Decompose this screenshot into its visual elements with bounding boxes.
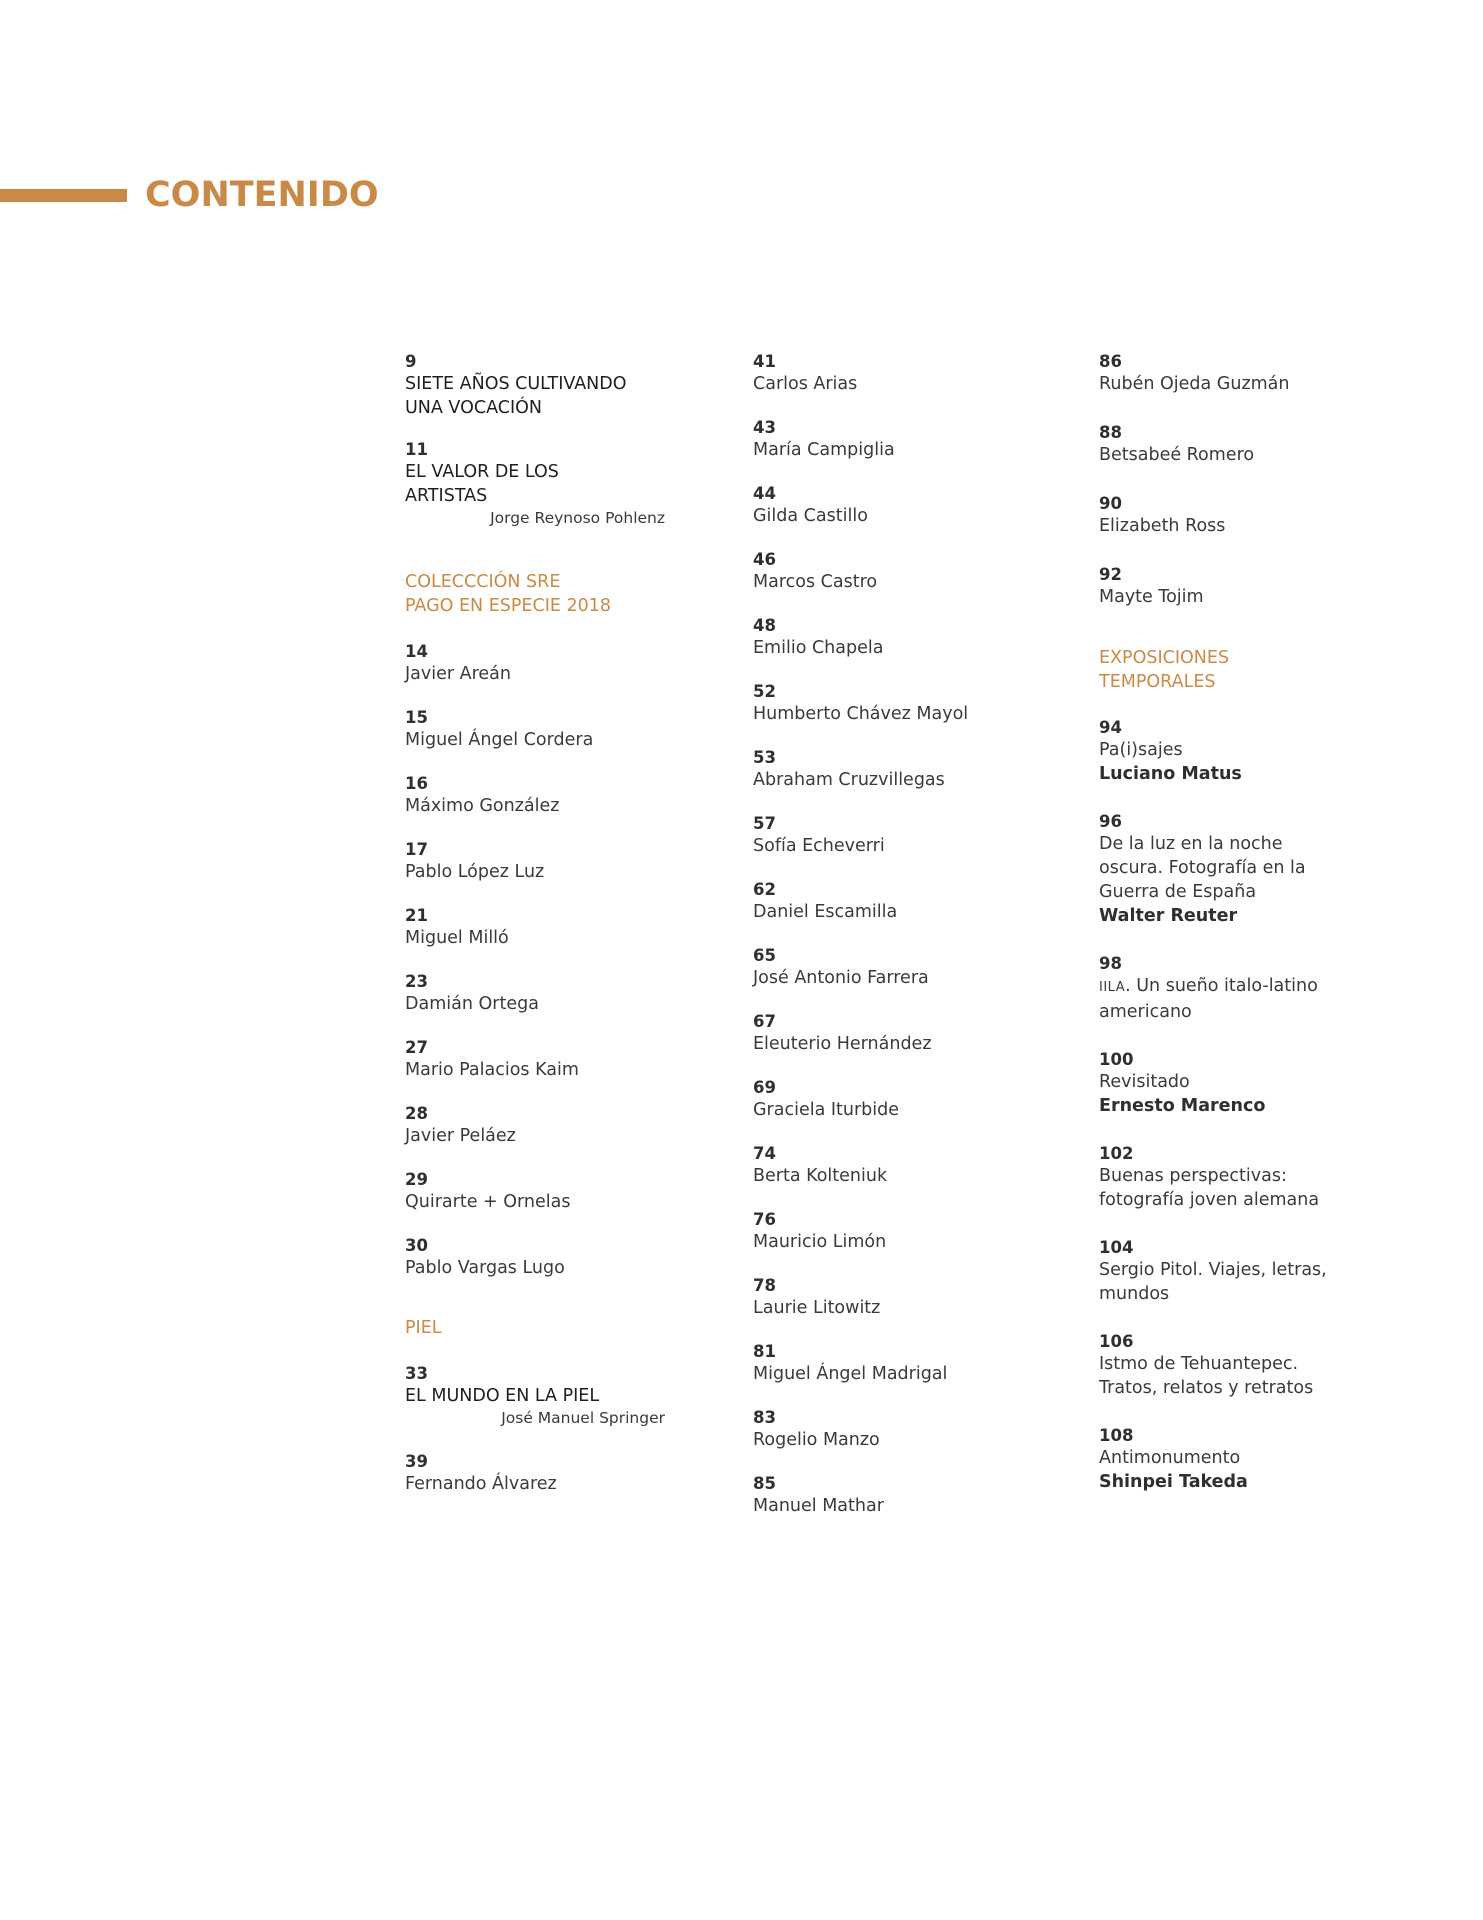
toc-entry[interactable]	[753, 550, 1053, 594]
toc-entry[interactable]	[753, 814, 1053, 858]
page-number: 23	[405, 972, 428, 991]
toc-entry[interactable]	[753, 418, 1053, 462]
toc-column-2	[753, 352, 1053, 1518]
page-number: 102	[1099, 1144, 1134, 1163]
page-number: 30	[405, 1236, 428, 1255]
toc-entry[interactable]	[753, 616, 1053, 660]
toc-entry[interactable]	[405, 1170, 705, 1214]
page-number: 86	[1099, 352, 1122, 371]
toc-entry[interactable]	[753, 1276, 1053, 1320]
page-number: 81	[753, 1342, 776, 1361]
entry-author: Walter Reuter	[1099, 906, 1238, 926]
toc-entry[interactable]	[1099, 494, 1349, 538]
page-number: 76	[753, 1210, 776, 1229]
artist-name: María Campiglia	[753, 440, 895, 460]
entry-author: Jorge Reynoso Pohlenz	[490, 509, 665, 527]
toc-entry[interactable]	[1099, 1050, 1349, 1118]
toc-entry[interactable]	[753, 946, 1053, 990]
artist-name: Laurie Litowitz	[753, 1298, 881, 1318]
artist-name: Berta Kolteniuk	[753, 1166, 888, 1186]
toc-entry[interactable]	[753, 682, 1053, 726]
toc-entry[interactable]	[405, 708, 705, 752]
page-number: 98	[1099, 954, 1122, 973]
entry-title: EL MUNDO EN LA PIEL	[405, 1386, 600, 1406]
toc-entry[interactable]	[405, 440, 705, 528]
toc-entry[interactable]	[1099, 954, 1349, 1024]
page-number: 83	[753, 1408, 776, 1427]
artist-name: Manuel Mathar	[753, 1496, 884, 1516]
artist-name: Miguel Ángel Madrigal	[753, 1364, 948, 1384]
page-number: 9	[405, 352, 417, 371]
page-number: 106	[1099, 1332, 1134, 1351]
page-number: 39	[405, 1452, 428, 1471]
toc-entry[interactable]	[1099, 423, 1349, 467]
entry-author: Ernesto Marenco	[1099, 1096, 1266, 1116]
entry-title: Buenas perspectivas: fotografía joven alemana	[1099, 1166, 1320, 1210]
page-number: 69	[753, 1078, 776, 1097]
artist-name: Rubén Ojeda Guzmán	[1099, 374, 1290, 394]
toc-entry[interactable]	[753, 352, 1053, 396]
page-number: 46	[753, 550, 776, 569]
artist-name: Elizabeth Ross	[1099, 516, 1226, 536]
toc-entry[interactable]	[405, 840, 705, 884]
artist-name: Quirarte + Ornelas	[405, 1192, 571, 1212]
toc-entry[interactable]	[405, 1104, 705, 1148]
entry-author: Shinpei Takeda	[1099, 1472, 1248, 1492]
page-number: 85	[753, 1474, 776, 1493]
section-heading-coleccion: COLECCCIÓN SRE PAGO EN ESPECIE 2018	[405, 572, 612, 616]
page-number: 57	[753, 814, 776, 833]
toc-entry[interactable]	[753, 880, 1053, 924]
artist-name: Miguel Milló	[405, 928, 509, 948]
abbreviation: IILA	[1099, 980, 1126, 995]
artist-name: Daniel Escamilla	[753, 902, 898, 922]
toc-entry[interactable]	[1099, 565, 1349, 609]
artist-name: Javier Peláez	[405, 1126, 516, 1146]
toc-entry[interactable]	[753, 1012, 1053, 1056]
toc-entry[interactable]	[1099, 1238, 1349, 1306]
toc-entry[interactable]	[753, 1474, 1053, 1518]
entry-title-rest: . Un sueño italo-latino americano	[1099, 976, 1318, 1022]
page-number: 100	[1099, 1050, 1134, 1069]
page-number: 78	[753, 1276, 776, 1295]
toc-entry[interactable]	[753, 484, 1053, 528]
toc-entry[interactable]	[753, 1342, 1053, 1386]
artist-name: Fernando Álvarez	[405, 1474, 557, 1494]
toc-entry[interactable]	[405, 352, 705, 420]
entry-title: SIETE AÑOS CULTIVANDO UNA VOCACIÓN	[405, 374, 627, 418]
page-number: 27	[405, 1038, 428, 1057]
toc-column-3	[1099, 352, 1349, 1494]
entry-author: José Manuel Springer	[501, 1409, 665, 1427]
page-number: 16	[405, 774, 428, 793]
page-number: 33	[405, 1364, 428, 1383]
artist-name: Mauricio Limón	[753, 1232, 887, 1252]
page-number: 21	[405, 906, 428, 925]
toc-entry[interactable]	[753, 1210, 1053, 1254]
page-number: 15	[405, 708, 428, 727]
page-number: 67	[753, 1012, 776, 1031]
toc-entry[interactable]	[405, 1364, 705, 1428]
page-number: 90	[1099, 494, 1122, 513]
artist-name: José Antonio Farrera	[753, 968, 929, 988]
artist-name: Javier Areán	[405, 664, 511, 684]
toc-entry[interactable]	[1099, 1144, 1349, 1212]
page-number: 94	[1099, 718, 1122, 737]
page-number: 96	[1099, 812, 1122, 831]
page-number: 48	[753, 616, 776, 635]
toc-entry[interactable]	[405, 906, 705, 950]
entry-author: Luciano Matus	[1099, 764, 1242, 784]
page-number: 14	[405, 642, 428, 661]
toc-entry[interactable]	[405, 972, 705, 1016]
artist-name: Graciela Iturbide	[753, 1100, 900, 1120]
toc-column-1	[405, 352, 705, 1496]
toc-entry[interactable]	[753, 1144, 1053, 1188]
artist-name: Mayte Tojim	[1099, 587, 1204, 607]
entry-title: Pa(i)sajes	[1099, 740, 1183, 760]
artist-name: Emilio Chapela	[753, 638, 884, 658]
entry-title: EL VALOR DE LOS ARTISTAS	[405, 462, 559, 506]
section-heading-piel: PIEL	[405, 1318, 442, 1338]
artist-name: Humberto Chávez Mayol	[753, 704, 969, 724]
page-number: 65	[753, 946, 776, 965]
page-number: 108	[1099, 1426, 1134, 1445]
artist-name: Rogelio Manzo	[753, 1430, 880, 1450]
artist-name: Carlos Arias	[753, 374, 858, 394]
artist-name: Mario Palacios Kaim	[405, 1060, 579, 1080]
page-number: 52	[753, 682, 776, 701]
entry-title: Antimonumento	[1099, 1448, 1241, 1468]
toc-entry[interactable]	[1099, 1332, 1349, 1400]
section-heading-exposiciones: EXPOSICIONES TEMPORALES	[1099, 648, 1230, 692]
page-number: 104	[1099, 1238, 1134, 1257]
page-number: 29	[405, 1170, 428, 1189]
toc-entry[interactable]	[1099, 352, 1349, 396]
toc-entry[interactable]	[1099, 1426, 1349, 1494]
artist-name: Betsabeé Romero	[1099, 445, 1255, 465]
page-number: 62	[753, 880, 776, 899]
toc-entry[interactable]	[405, 1038, 705, 1082]
artist-name: Eleuterio Hernández	[753, 1034, 932, 1054]
page-number: 43	[753, 418, 776, 437]
toc-entry[interactable]	[405, 1452, 705, 1496]
artist-name: Pablo Vargas Lugo	[405, 1258, 565, 1278]
toc-entry[interactable]	[405, 774, 705, 818]
artist-name: Máximo González	[405, 796, 560, 816]
title-accent-bar	[0, 189, 127, 202]
page-number: 17	[405, 840, 428, 859]
entry-title: Istmo de Tehuantepec. Tratos, relatos y retratos	[1099, 1354, 1314, 1398]
page-number: 44	[753, 484, 776, 503]
artist-name: Gilda Castillo	[753, 506, 868, 526]
toc-entry[interactable]	[405, 1236, 705, 1280]
page-number: 53	[753, 748, 776, 767]
artist-name: Miguel Ángel Cordera	[405, 730, 594, 750]
page-number: 11	[405, 440, 428, 459]
artist-name: Marcos Castro	[753, 572, 878, 592]
toc-entry[interactable]	[1099, 718, 1349, 786]
entry-title: Revisitado	[1099, 1072, 1190, 1092]
toc-entry[interactable]	[753, 1408, 1053, 1452]
artist-name: Abraham Cruzvillegas	[753, 770, 945, 790]
page-number: 88	[1099, 423, 1122, 442]
page-number: 74	[753, 1144, 776, 1163]
toc-entry[interactable]	[753, 748, 1053, 792]
toc-entry[interactable]	[405, 642, 705, 686]
page-number: 28	[405, 1104, 428, 1123]
toc-entry[interactable]	[1099, 812, 1349, 928]
entry-title: De la luz en la noche oscura. Fotografía en la Guerra de España	[1099, 834, 1306, 902]
entry-title	[1099, 974, 1349, 1024]
entry-title: Sergio Pitol. Viajes, letras, mundos	[1099, 1260, 1327, 1304]
page-title: CONTENIDO	[145, 175, 379, 215]
artist-name: Damián Ortega	[405, 994, 539, 1014]
page-number: 41	[753, 352, 776, 371]
artist-name: Pablo López Luz	[405, 862, 545, 882]
page-number: 92	[1099, 565, 1122, 584]
artist-name: Sofía Echeverri	[753, 836, 885, 856]
toc-entry[interactable]	[753, 1078, 1053, 1122]
